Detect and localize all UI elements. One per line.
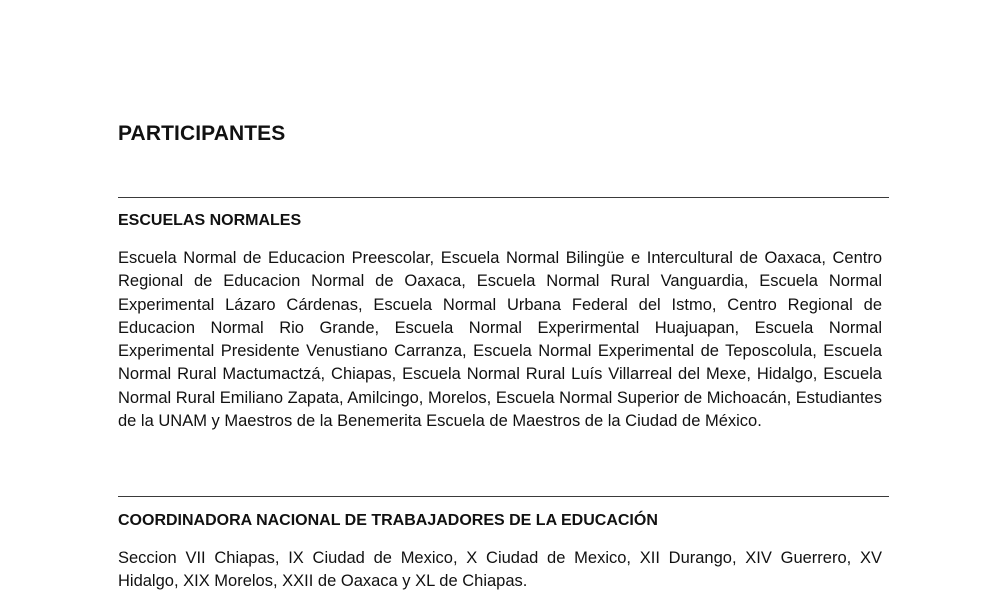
section-heading-escuelas-normales: ESCUELAS NORMALES	[118, 212, 302, 229]
section-heading-cnte: COORDINADORA NACIONAL DE TRABAJADORES DE LA EDUCACIÓN	[118, 512, 658, 529]
section-divider	[118, 197, 889, 198]
section-body-escuelas-normales: Escuela Normal de Educacion Preescolar, Escuela Normal Bilingüe e Intercultural de Oaxaca, Centro Regional de Educacion Normal de Oaxaca, Escuela Normal Rural Vanguardia, Escuela Normal Experimental Lázaro Cárdenas, Escuela Normal Urbana Federal del Istmo, Centro Regional de Educacion Normal Rio Grande, Escuela Normal Experirmental Huajuapan, Escuela Normal Experimental Presidente Venustiano Carranza, Escuela Normal Experimental de Teposcolula, Escuela Normal Rural Mactumactzá, Chiapas, Escuela Normal Rural Luís Villarreal del Mexe, Hidalgo, Escuela Normal Rural Emiliano Zapata, Amilcingo, Morelos, Escuela Normal Superior de Michoacán, Estudiantes de la UNAM y Maestros de la Benemerita Escuela de Maestros de la Ciudad de México.	[118, 249, 882, 431]
page-title: PARTICIPANTES	[118, 122, 286, 145]
section-divider	[118, 496, 889, 497]
section-body-cnte: Seccion VII Chiapas, IX Ciudad de Mexico, X Ciudad de Mexico, XII Durango, XIV Guerrero, XV Hidalgo, XIX Morelos, XXII de Oaxaca y XL de Chiapas.	[118, 549, 882, 591]
